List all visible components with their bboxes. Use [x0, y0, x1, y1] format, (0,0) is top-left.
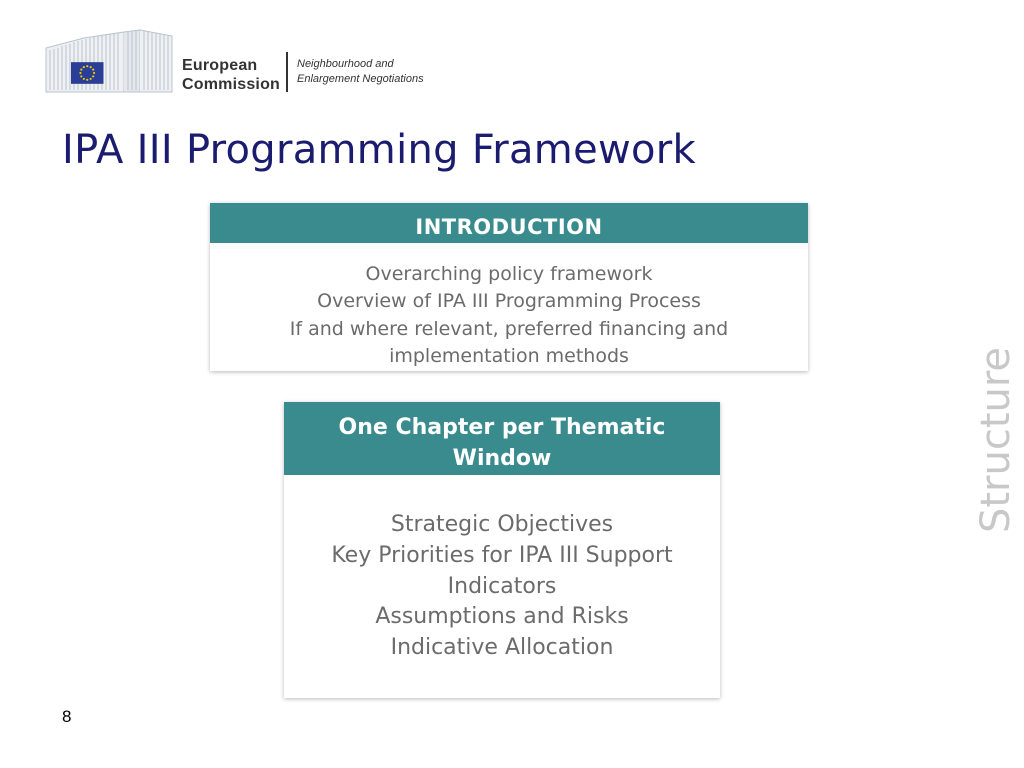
- department-line1: Neighbourhood and: [297, 58, 394, 70]
- chapter-heading-line1: One Chapter per Thematic: [338, 415, 666, 440]
- introduction-heading: INTRODUCTION: [210, 203, 808, 243]
- chapter-panel: [284, 402, 720, 698]
- european-commission-logo: [44, 28, 444, 94]
- chapter-item: Indicative Allocation: [390, 635, 614, 661]
- brand-name-line2: Commission: [182, 76, 281, 93]
- chapter-heading: [284, 402, 720, 475]
- chapter-item: Strategic Objectives: [390, 512, 614, 537]
- chapter-item: Indicators: [447, 573, 557, 599]
- chapter-heading-line2: Window: [452, 446, 552, 471]
- introduction-list: [210, 249, 808, 370]
- chapter-item: Assumptions and Risks: [375, 604, 629, 630]
- chapter-list: [284, 475, 720, 664]
- chapter-item: Key Priorities for IPA III Support: [331, 542, 673, 568]
- introduction-item: Overview of IPA III Programming Process: [317, 290, 701, 313]
- slide-title: IPA III Programming Framework: [62, 127, 696, 173]
- page-number: 8: [62, 707, 72, 726]
- brand-divider: [286, 52, 288, 92]
- department-line2: Enlargement Negotiations: [297, 73, 424, 85]
- introduction-item: If and where relevant, preferred financing and implementation methods: [289, 317, 729, 367]
- introduction-panel: [210, 203, 808, 371]
- brand-name-line1: European: [182, 57, 258, 74]
- side-label-structure: Structure: [973, 346, 1019, 534]
- introduction-item: Overarching policy framework: [365, 263, 653, 285]
- eu-flag-icon: [71, 54, 128, 92]
